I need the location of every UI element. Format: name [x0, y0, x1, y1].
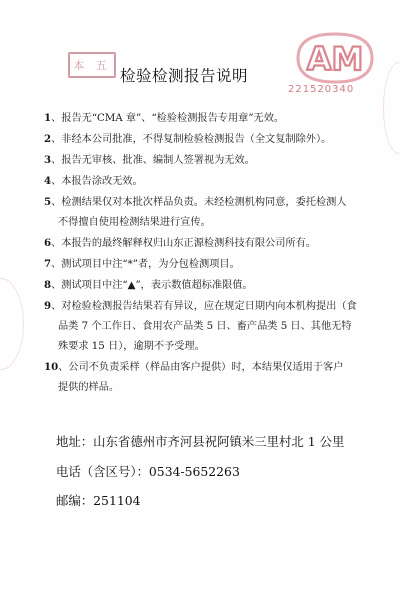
- clause-number: 9: [44, 300, 52, 312]
- clause-item: [44, 233, 374, 254]
- clause-text: 、本报告涂改无效。: [51, 176, 143, 187]
- clause-text: 提供的样品。: [58, 382, 120, 393]
- clause-number: 8: [44, 279, 52, 291]
- clause-item: [44, 275, 374, 296]
- clause-text: 、报告无审核、批准、编制人签署视为无效。: [51, 155, 255, 166]
- page-title: 检验检测报告说明: [120, 67, 249, 86]
- red-stamp: [68, 52, 116, 78]
- logo-letters: AM: [306, 40, 364, 78]
- clause-item: [44, 337, 374, 357]
- clause-item: [44, 213, 374, 233]
- contact-address: 地址：山东省德州市齐河县祝阿镇米三里村北 1 公里: [56, 434, 345, 449]
- clause-text: 品类 7 个工作日、食用农产品类 5 日、畜产品类 5 日、其他无特: [58, 321, 352, 332]
- clause-item: [44, 171, 374, 192]
- clause-text: 、对检验检测报告结果若有异议，应在规定日期内向本机构提出（食: [51, 301, 357, 312]
- clause-number: 10: [44, 361, 59, 373]
- clause-number: 4: [44, 175, 52, 187]
- clause-item: [44, 317, 374, 337]
- clause-number: 7: [44, 258, 52, 270]
- clause-text: 殊要求 15 日），逾期不予受理。: [58, 341, 205, 352]
- clause-item: [44, 129, 374, 150]
- clause-text: 、本报告的最终解释权归山东正源检测科技有限公司所有。: [51, 238, 316, 249]
- logo-number: 221520340: [288, 84, 355, 95]
- stamp-text: 本 五: [73, 59, 111, 72]
- clause-text: 、检测结果仅对本批次样品负责。未经检测机构同意，委托检测人: [51, 197, 347, 208]
- clause-text: 不得擅自使用检测结果进行宣传。: [58, 217, 211, 228]
- clause-number: 2: [44, 133, 52, 145]
- clause-item: [44, 108, 374, 129]
- clause-item: [44, 296, 374, 317]
- clause-text: 、测试项目中注“▲”，表示数值超标准限值。: [51, 280, 253, 291]
- contact-phone: 电话（含区号）：0534-5652263: [56, 464, 240, 479]
- side-seal-mark-right: [383, 62, 400, 154]
- contact-postcode: 邮编：251104: [56, 493, 141, 508]
- clause-text: 、测试项目中注“*”者，为分包检测项目。: [51, 259, 240, 270]
- clause-number: 1: [44, 112, 52, 124]
- clause-list: [44, 108, 374, 398]
- clause-number: 3: [44, 154, 52, 166]
- clause-text: 、公司不负责采样（样品由客户提供）时，本结果仅适用于客户: [58, 362, 344, 373]
- clause-item: [44, 254, 374, 275]
- clause-number: 6: [44, 237, 52, 249]
- cma-logo-icon: [292, 30, 378, 86]
- clause-text: 、非经本公司批准，不得复制检验检测报告（全文复制除外）。: [51, 134, 332, 145]
- clause-item: [44, 378, 374, 398]
- clause-number: 5: [44, 196, 52, 208]
- clause-text: 、报告无“CMA 章”、“检验检测报告专用章”无效。: [51, 113, 285, 124]
- clause-item: [44, 192, 374, 213]
- clause-item: [44, 150, 374, 171]
- clause-item: [44, 357, 374, 378]
- side-seal-mark-left: [0, 278, 24, 370]
